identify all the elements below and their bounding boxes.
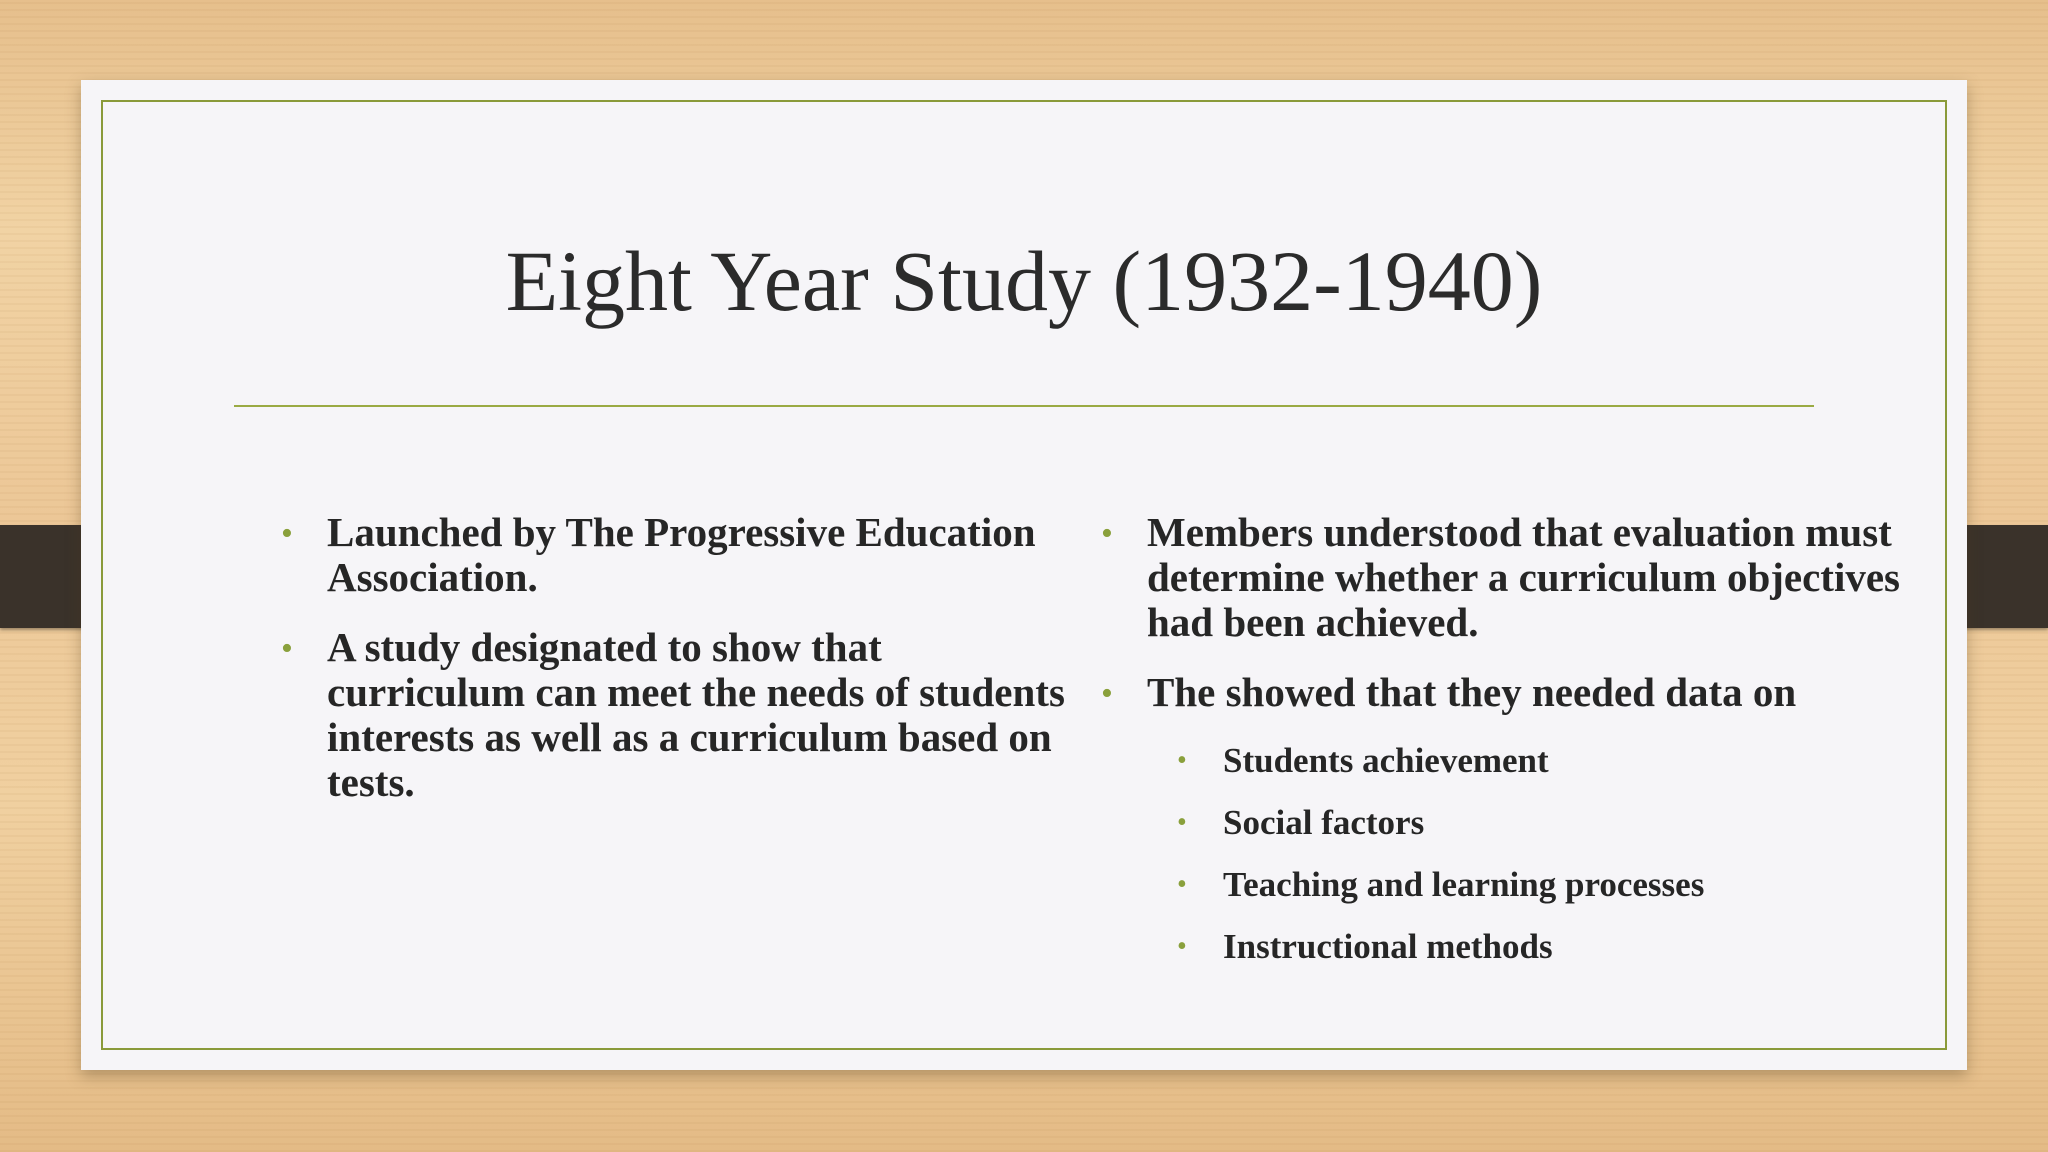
- bullet-icon: •: [1101, 675, 1113, 712]
- sub-bullet-item: [1177, 927, 1921, 967]
- sub-bullet-text: Students achievement: [1223, 741, 1549, 780]
- bullet-icon: •: [281, 515, 293, 552]
- bullet-text: The showed that they needed data on: [1147, 669, 1797, 715]
- left-column: [281, 510, 1081, 830]
- sub-bullet-item: [1177, 741, 1921, 781]
- bullet-icon: •: [1177, 807, 1187, 838]
- bullet-icon: •: [1101, 515, 1113, 552]
- sub-bullet-item: [1177, 865, 1921, 905]
- slide-title: Eight Year Study (1932-1940): [505, 233, 1543, 329]
- bullet-icon: •: [1177, 745, 1187, 776]
- sub-bullet-text: Instructional methods: [1223, 927, 1553, 966]
- sub-list: [1177, 741, 1921, 967]
- right-column: [1101, 510, 1921, 992]
- bullet-item: [1101, 670, 1921, 967]
- sub-bullet-text: Social factors: [1223, 803, 1425, 842]
- title-divider: [234, 405, 1814, 407]
- bullet-icon: •: [281, 630, 293, 667]
- bullet-item: [281, 625, 1081, 805]
- bullet-item: [281, 510, 1081, 600]
- bullet-icon: •: [1177, 869, 1187, 900]
- sub-bullet-item: [1177, 803, 1921, 843]
- sub-bullet-text: Teaching and learning processes: [1223, 865, 1705, 904]
- bullet-icon: •: [1177, 931, 1187, 962]
- slide: [81, 80, 1967, 1070]
- bullet-text: A study designated to show that curriculum can meet the needs of students interests as well as a curriculum based on tests.: [327, 624, 1065, 805]
- bullet-item: [1101, 510, 1921, 645]
- bullet-text: Members understood that evaluation must determine whether a curriculum objectives had been achieved.: [1147, 509, 1900, 645]
- bullet-text: Launched by The Progressive Education Association.: [327, 509, 1036, 600]
